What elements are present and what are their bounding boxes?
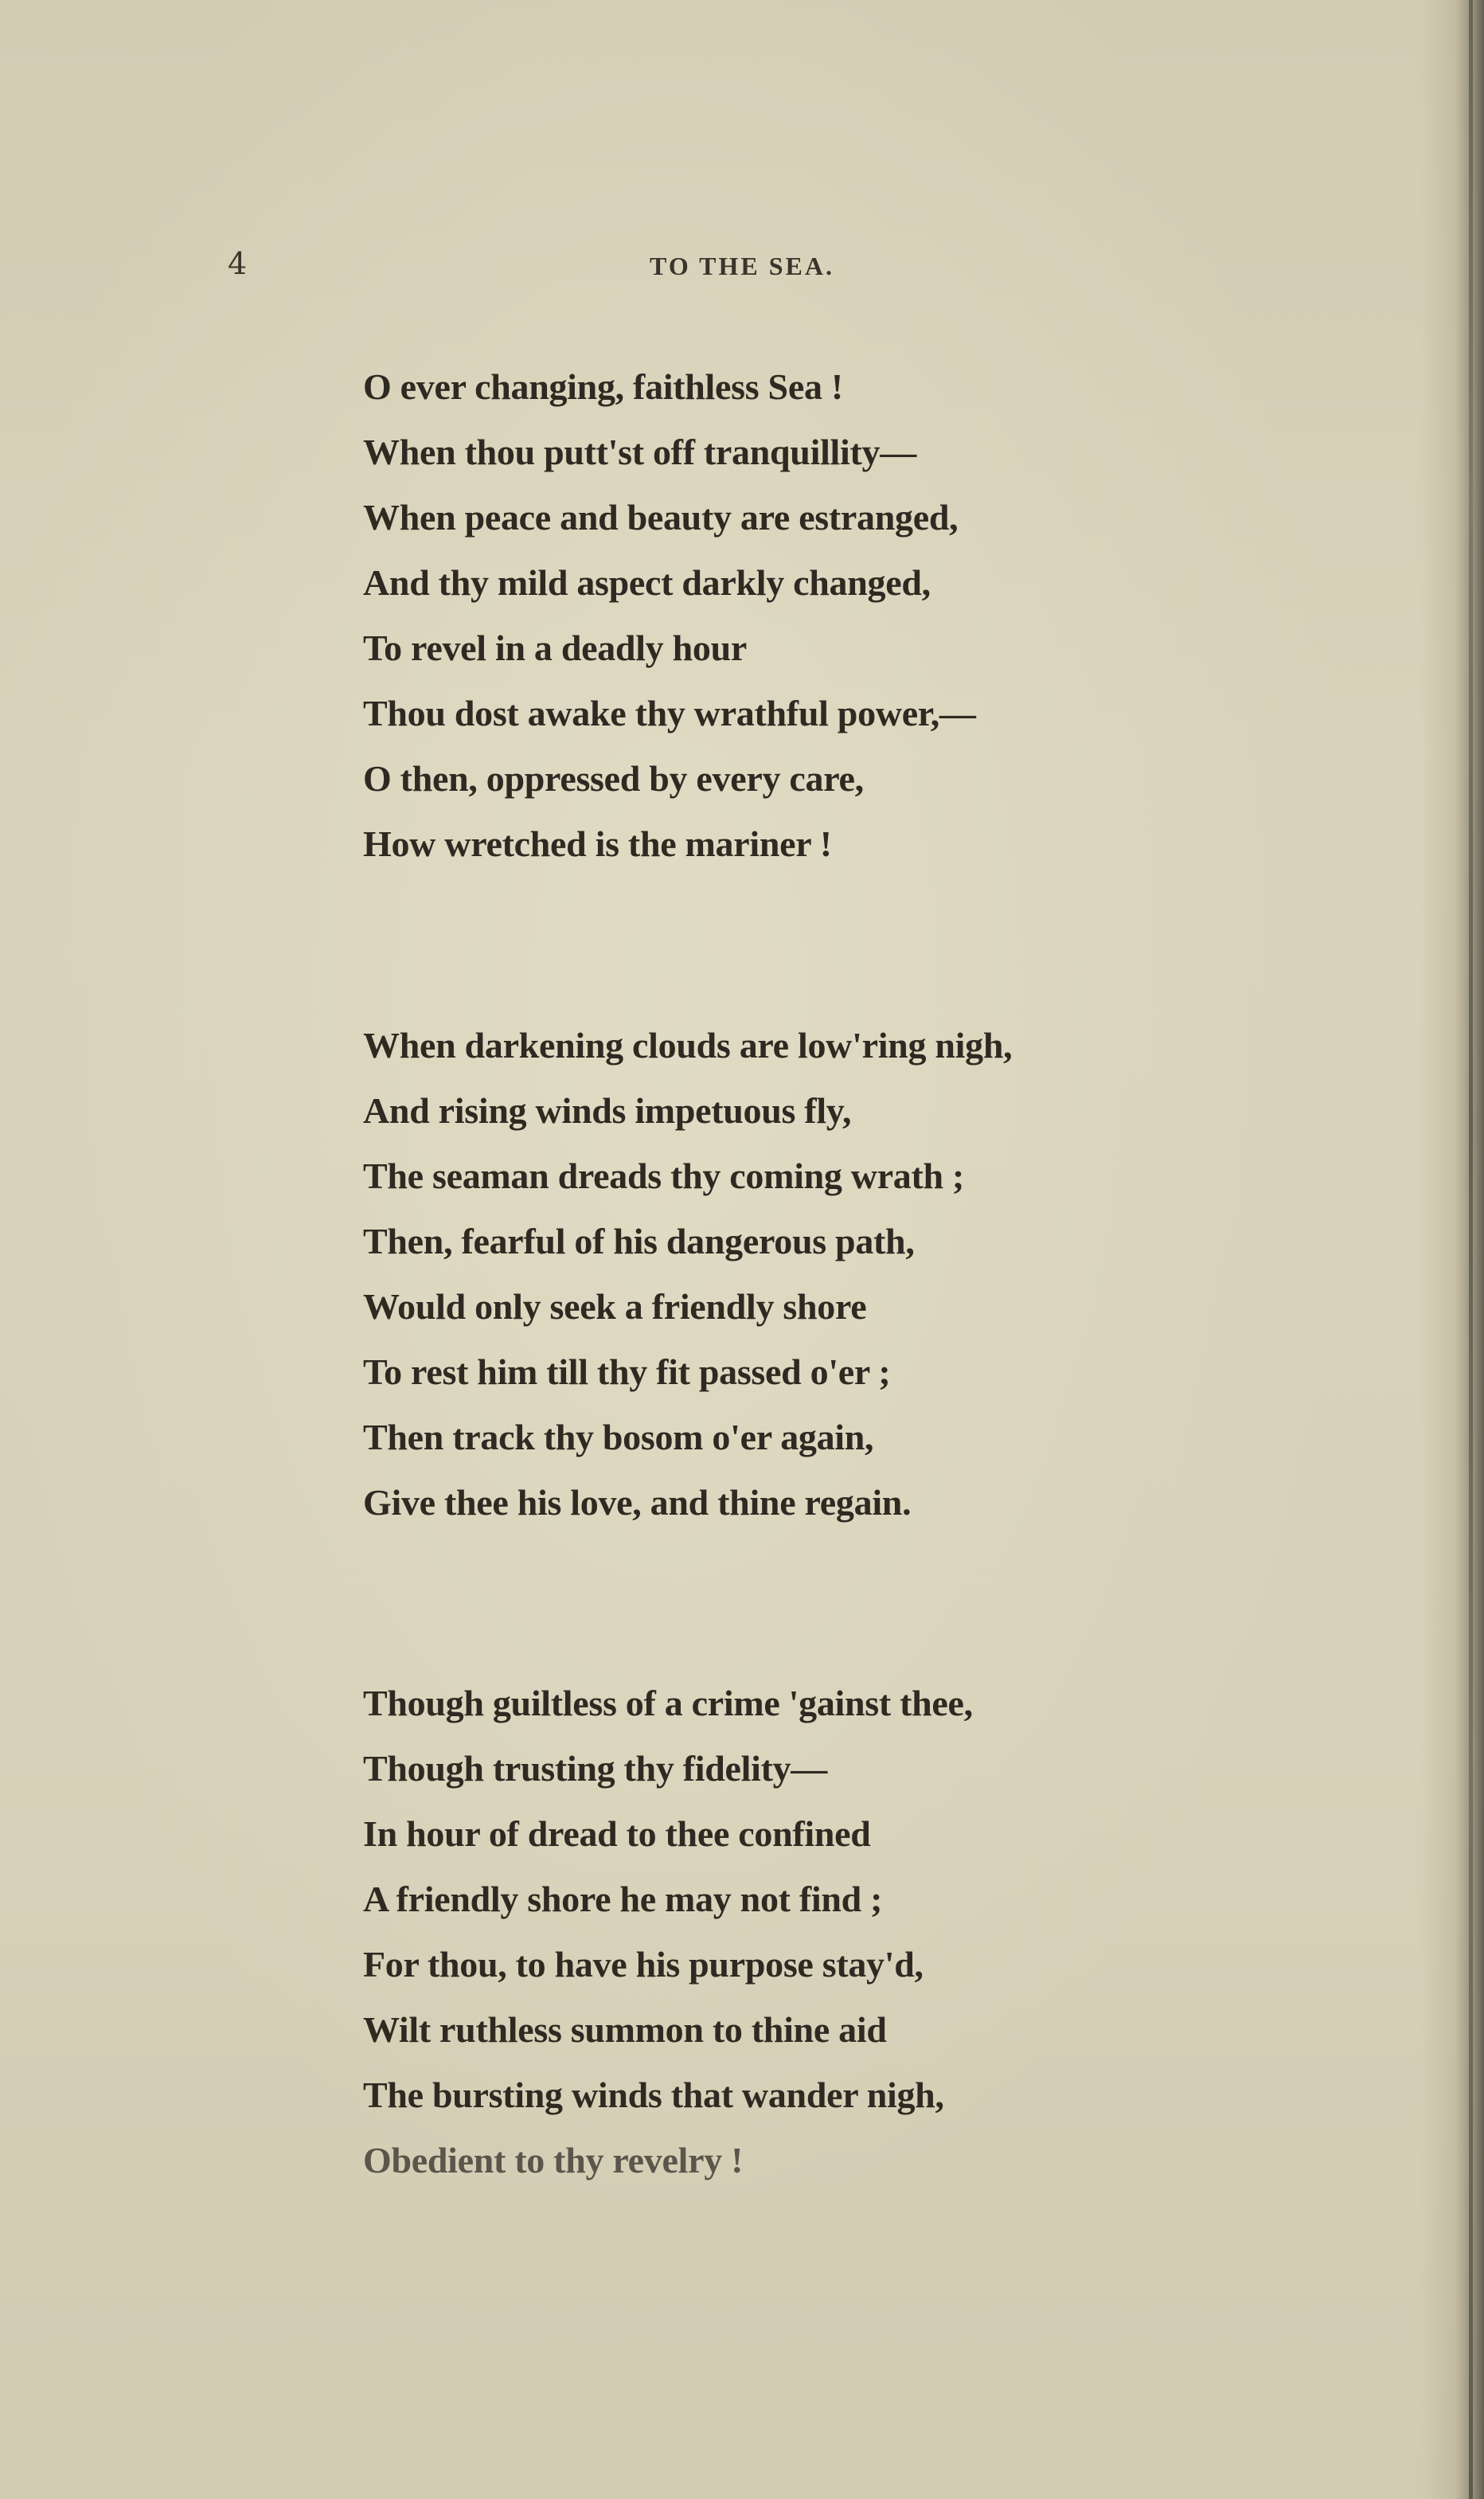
poem-line: Thou dost awake thy wrathful power,— xyxy=(363,693,976,733)
poem-line: For thou, to have his purpose stay'd, xyxy=(363,1944,924,1985)
poem-line: How wretched is the mariner ! xyxy=(363,823,832,864)
poem-line: The seaman dreads thy coming wrath ; xyxy=(363,1156,965,1196)
poem-line: Then track thy bosom o'er again, xyxy=(363,1417,874,1457)
poem-line: When darkening clouds are low'ring nigh, xyxy=(363,1025,1013,1066)
poem-line: O ever changing, faithless Sea ! xyxy=(363,366,843,407)
poem-line: The bursting winds that wander nigh, xyxy=(363,2075,944,2115)
running-head: TO THE SEA. xyxy=(650,252,834,280)
poem-line: A friendly shore he may not find ; xyxy=(363,1879,883,1919)
stanza-1 xyxy=(363,354,976,877)
poem-line: To revel in a deadly hour xyxy=(363,628,747,668)
poem-line: When thou putt'st off tranquillity— xyxy=(363,432,916,472)
poem-line: In hour of dread to thee confined xyxy=(363,1813,871,1854)
poem-line: Though trusting thy fidelity— xyxy=(363,1748,828,1789)
poem-line: Give thee his love, and thine regain. xyxy=(363,1482,912,1523)
poem-line: O then, oppressed by every care, xyxy=(363,758,864,799)
page-edge-shadow xyxy=(1420,0,1484,2499)
stanza-2 xyxy=(363,1013,1012,1535)
poem-line: Obedient to thy revelry ! xyxy=(363,2140,744,2180)
poem-line: And thy mild aspect darkly changed, xyxy=(363,562,931,603)
page-edge-binding xyxy=(1469,0,1473,2499)
page-number: 4 xyxy=(228,246,248,281)
stanza-3 xyxy=(363,1671,973,2193)
poem-line: Wilt ruthless summon to thine aid xyxy=(363,2009,887,2050)
poem-line: Though guiltless of a crime 'gainst thee, xyxy=(363,1683,973,1723)
poem-line: When peace and beauty are estranged, xyxy=(363,497,959,538)
poem-line: To rest him till thy fit passed o'er ; xyxy=(363,1351,891,1392)
poem-line: Then, fearful of his dangerous path, xyxy=(363,1221,915,1261)
poem-line: Would only seek a friendly shore xyxy=(363,1286,867,1327)
poem-line: And rising winds impetuous fly, xyxy=(363,1090,852,1131)
